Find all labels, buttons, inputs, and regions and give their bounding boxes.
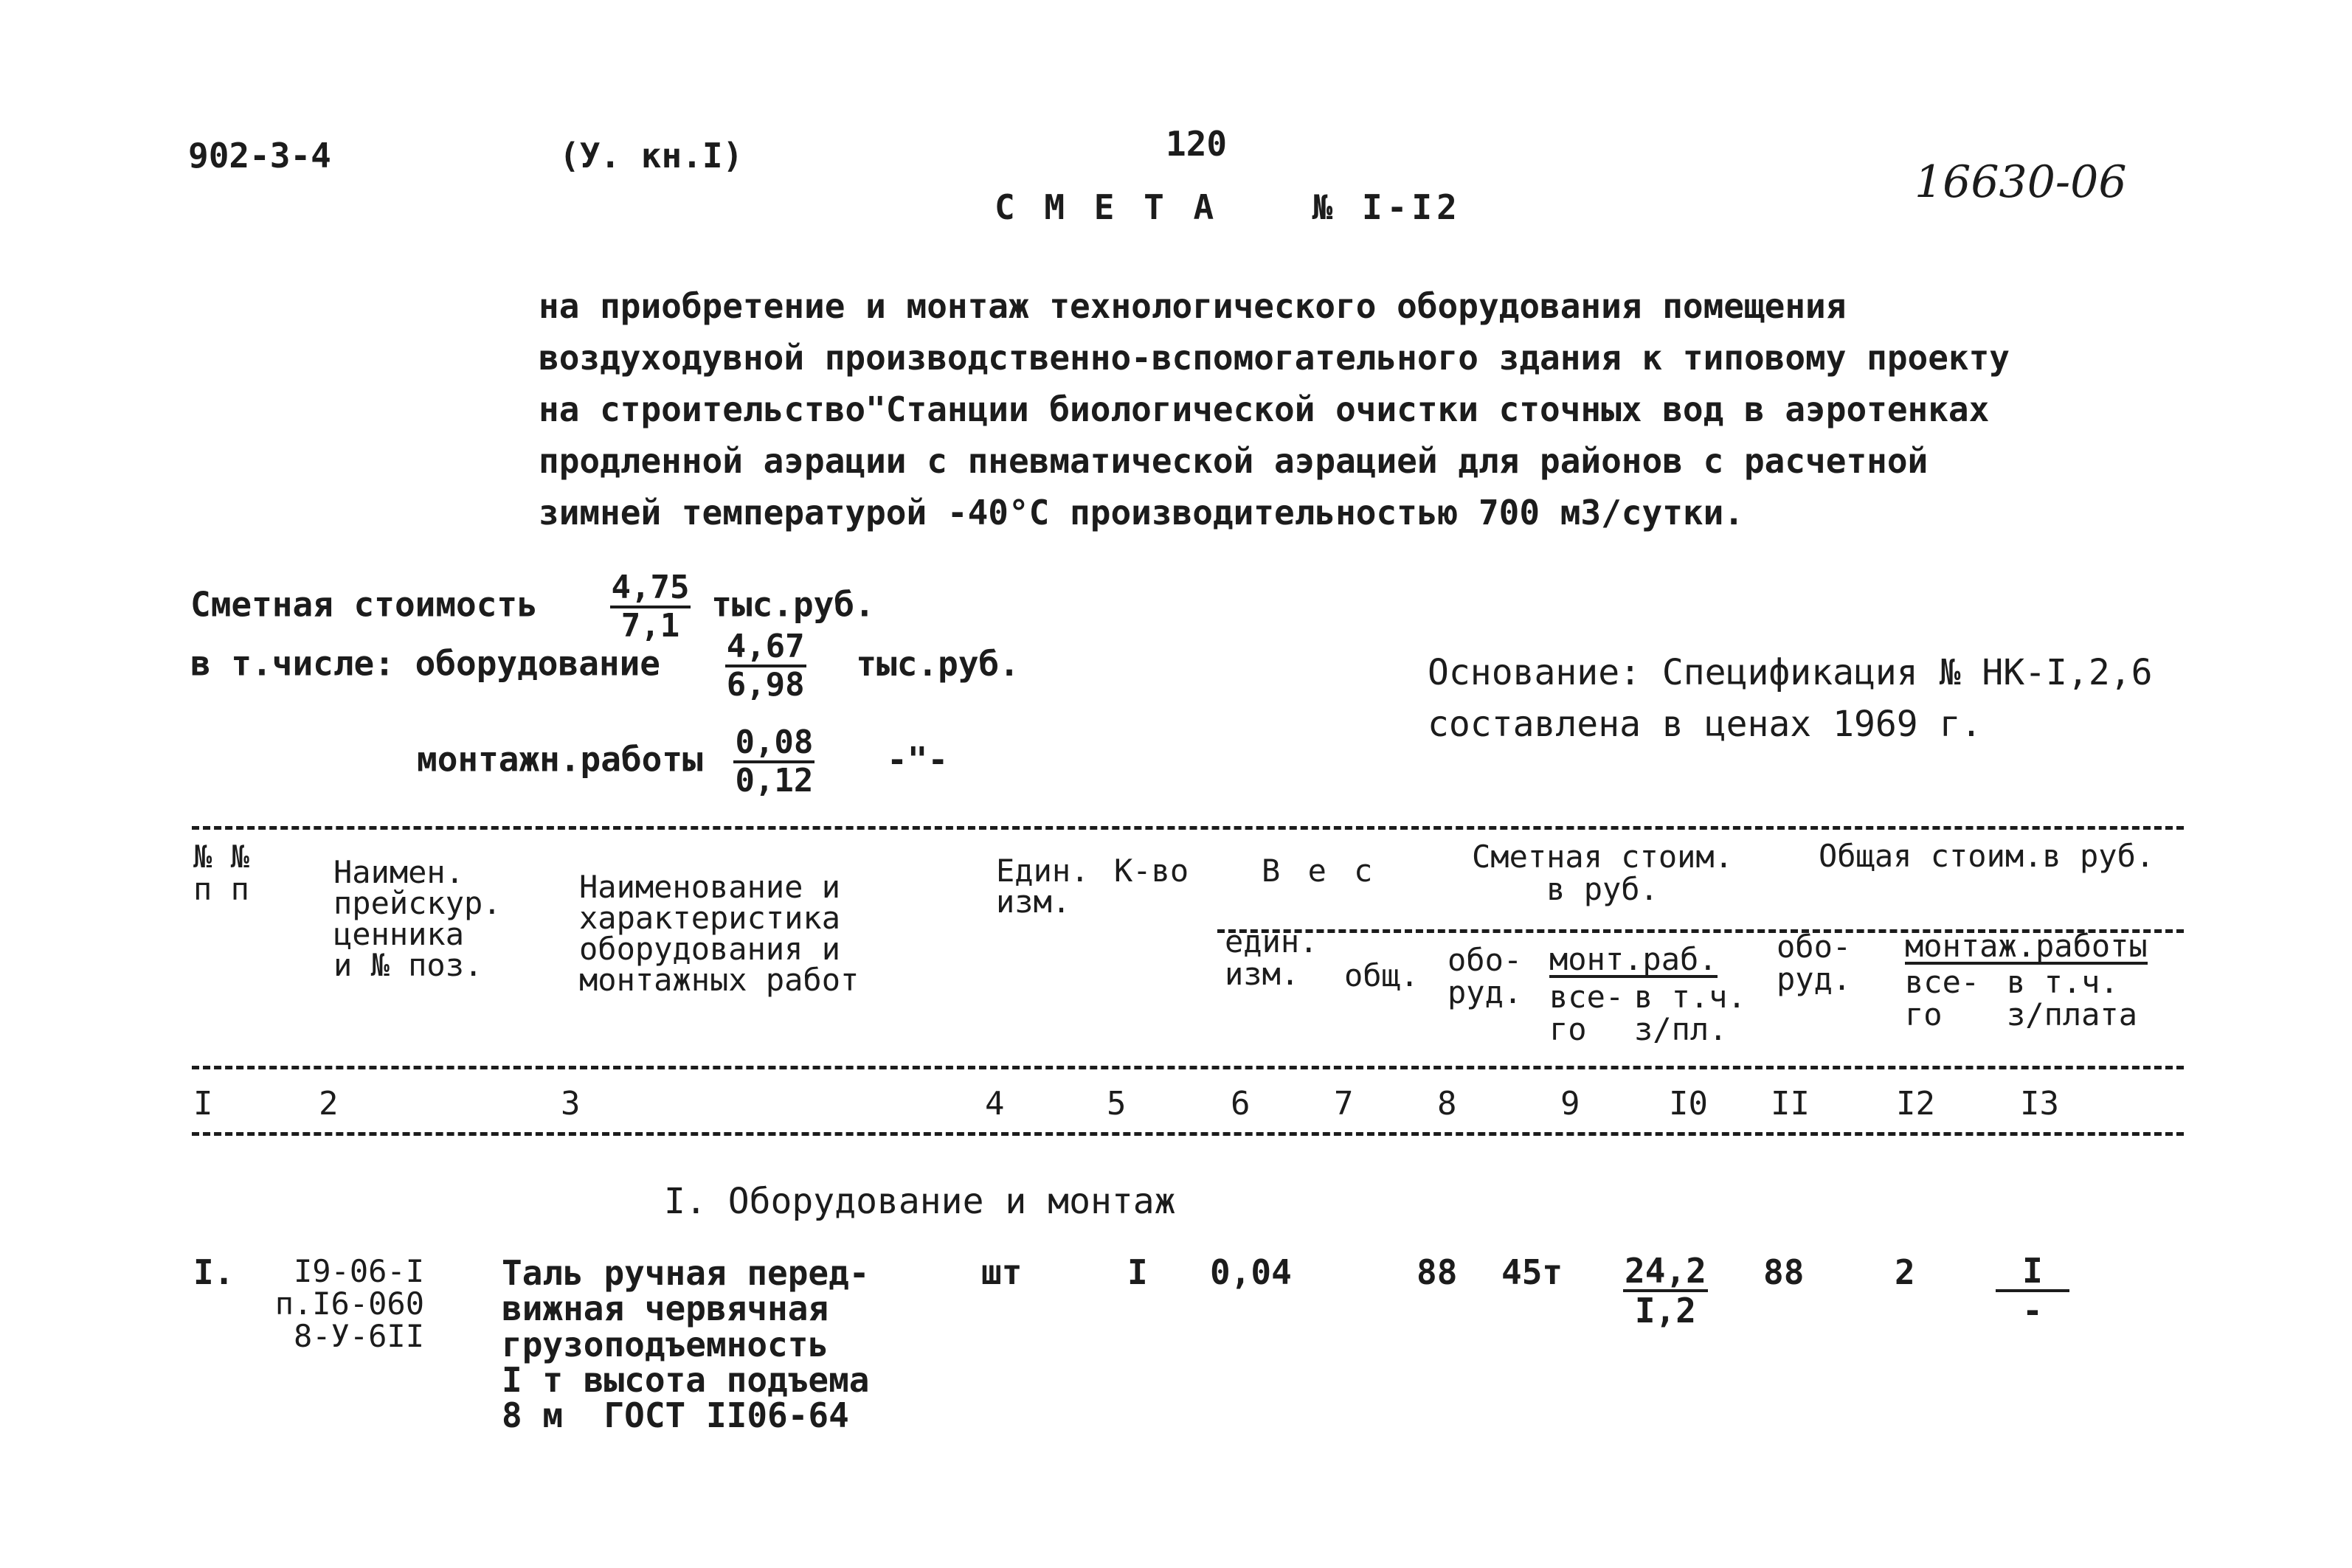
row-total-wage — [1996, 1251, 2069, 1331]
column-number: I0 — [1669, 1085, 1708, 1123]
header-col-weight-unit: един. изм. — [1225, 923, 1318, 993]
intro-line: на строительство"Станции биологической очистки сточных вод в аэротенках — [539, 389, 1990, 429]
column-numbers-rule — [192, 1132, 2184, 1136]
table-top-rule — [192, 826, 2184, 830]
column-number: 4 — [985, 1085, 1005, 1123]
header-col-total-equipment: обо- руд. — [1777, 929, 1852, 998]
intro-paragraph — [539, 280, 2010, 538]
column-number: 6 — [1231, 1085, 1251, 1123]
row-total-wage-den: - — [2022, 1291, 2043, 1331]
header-col-weight-total: общ. — [1344, 957, 1419, 993]
header-col-equipment: обо- руд. — [1447, 942, 1523, 1011]
inventory-number: 16630-06 — [1915, 156, 2127, 208]
equipment-cost-current: 4,67 — [725, 631, 806, 667]
row-total-equipment: 88 — [1763, 1252, 1805, 1292]
page-number: 120 — [1166, 124, 1228, 164]
basis-line-1: Основание: Спецификация № НК-I,2,6 — [1428, 652, 2153, 693]
row-number: I. — [193, 1252, 235, 1292]
column-number: 2 — [319, 1085, 339, 1123]
row-total-wage-fraction — [1996, 1251, 2069, 1331]
header-cost-group: Сметная стоим. в руб. — [1472, 839, 1734, 908]
header-col-total-wage: в т.ч. з/плата — [2007, 964, 2138, 1033]
row-total-install: 2 — [1895, 1252, 1915, 1292]
row-qty: I — [1127, 1252, 1148, 1292]
row-install-wage — [1623, 1251, 1708, 1331]
total-cost-label: Сметная стоимость — [190, 584, 538, 625]
project-code: 902-3-4 — [188, 136, 331, 176]
header-col-unit: Един. изм. — [996, 853, 1090, 920]
row-install-wage-den: I,2 — [1634, 1291, 1696, 1331]
header-install-group: монт.раб. — [1549, 941, 1718, 977]
column-number: I — [193, 1085, 213, 1123]
column-number: I3 — [2020, 1085, 2059, 1123]
installation-label: монтажн.работы — [417, 739, 703, 780]
row-description: Таль ручная перед- вижная червячная грузоподъемность I т высота подъема 8 м ГОСТ II06-64 — [502, 1253, 870, 1436]
installation-cost-line — [417, 726, 948, 797]
header-col-number: № № п п — [193, 839, 249, 908]
header-col-install-total: все- го — [1549, 979, 1625, 1048]
column-number: 9 — [1560, 1085, 1580, 1123]
row-equipment: 88 — [1417, 1252, 1458, 1292]
equipment-cost-fraction — [725, 628, 806, 704]
header-col-install-wage: в т.ч. з/пл. — [1634, 979, 1746, 1048]
column-number: II — [1771, 1085, 1810, 1123]
header-col-description: Наименование и характеристика оборудования и монтажных работ — [579, 869, 859, 998]
intro-line: на приобретение и монтаж технологического оборудования помещения — [539, 286, 1847, 326]
title-number: № I-I2 — [1312, 187, 1462, 227]
total-cost-alt: 7,1 — [620, 607, 680, 645]
row-install-wage-fraction — [1623, 1251, 1708, 1331]
intro-line: зимней температурой -40°С производительностью 700 м3/сутки. — [539, 493, 1744, 533]
document-title — [995, 187, 1462, 227]
row-install-total: 45т — [1501, 1252, 1563, 1292]
row-total-wage-num: I — [1996, 1254, 2069, 1292]
basis-line-2: составлена в ценах 1969 г. — [1428, 704, 1982, 745]
equipment-cost-line — [190, 628, 1020, 704]
column-number: I2 — [1896, 1085, 1935, 1123]
intro-line: продленной аэрации с пневматической аэрацией для районов с расчетной — [539, 441, 1929, 481]
title-word: С М Е Т А — [995, 187, 1219, 227]
equipment-cost-alt: 6,98 — [726, 666, 805, 704]
column-number: 8 — [1437, 1085, 1457, 1123]
total-cost-unit: тыс.руб. — [711, 584, 875, 625]
header-weight-group: В е с — [1262, 853, 1377, 889]
header-col-price-ref: Наимен. прейскур. ценника и № поз. — [333, 854, 502, 983]
installation-cost-current: 0,08 — [733, 726, 814, 763]
table-header-bottom-rule — [192, 1066, 2184, 1069]
column-number: 3 — [561, 1085, 581, 1123]
row-unit: шт — [981, 1252, 1023, 1292]
intro-line: воздуходувной производственно-вспомогательного здания к типовому проекту — [539, 338, 2010, 378]
row-weight-unit: 0,04 — [1210, 1252, 1292, 1292]
equipment-cost-unit: тыс.руб. — [856, 643, 1020, 684]
header-total-group: Общая стоим.в руб. — [1819, 838, 2155, 874]
section-title: I. Оборудование и монтаж — [664, 1181, 1176, 1222]
header-col-qty: К-во — [1114, 853, 1189, 889]
header-total-install-group: монтаж.работы — [1905, 928, 2148, 964]
volume-label: (У. кн.I) — [559, 136, 744, 176]
installation-cost-alt: 0,12 — [735, 762, 814, 799]
installation-cost-fraction — [733, 726, 814, 797]
installation-ditto: -"- — [887, 739, 949, 780]
column-number: 7 — [1334, 1085, 1354, 1123]
column-number: 5 — [1107, 1085, 1127, 1123]
including-label: в т.числе: оборудование — [190, 643, 660, 684]
row-price-ref: I9-06-I п.I6-060 8-У-6II — [274, 1253, 424, 1355]
row-install-wage-num: 24,2 — [1625, 1251, 1706, 1291]
header-col-total-install: все- го — [1905, 964, 1980, 1033]
total-cost-current: 4,75 — [610, 572, 691, 608]
